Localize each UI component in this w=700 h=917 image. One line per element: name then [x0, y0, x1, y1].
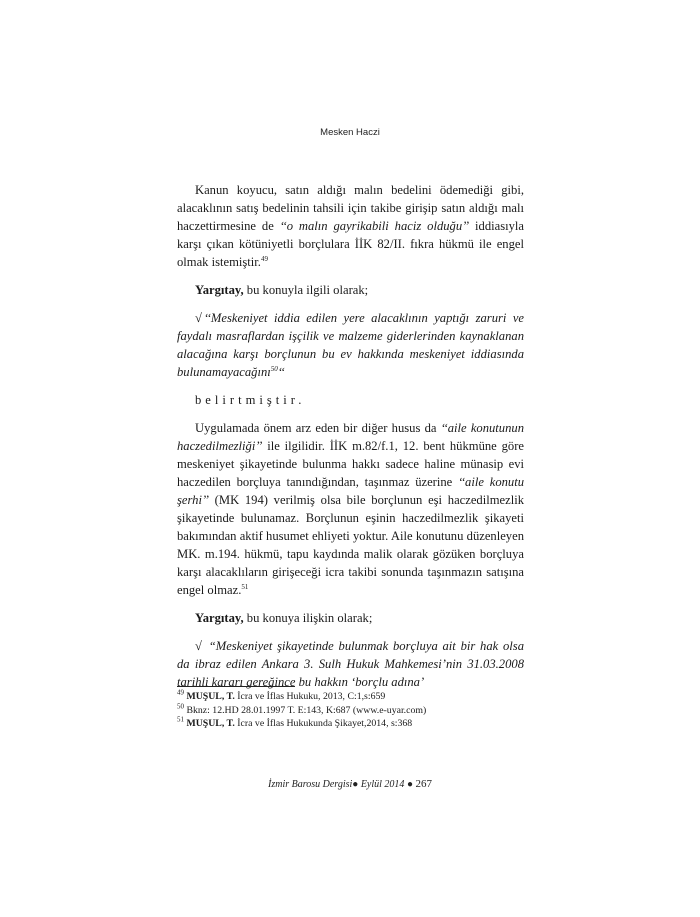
text-run: bu konuyla ilgili olarak; [243, 283, 369, 297]
footnotes [177, 690, 524, 731]
text-run: (MK 194) verilmiş olsa bile borçlunun eşi haczedilmezlik şikayetinde bulunamaz. Borçlunun eşinin haczedilmezlik şikayeti bakımından aktif husumet ehliyeti yoktur. Aile konutunu düzenleyen MK. m.194. hükmü, tapu kaydında malik olarak gözüken borçluya karşı alacaklıların girişeceği icra takibi sonunda taşınmazın satışına engel olmaz. [177, 493, 524, 597]
footnote-ref-49[interactable]: 49 [260, 254, 268, 263]
footnote-number: 50 [177, 702, 184, 711]
running-header: Mesken Haczi [320, 127, 380, 138]
footnote-number: 49 [177, 688, 184, 697]
paragraph-1 [177, 181, 524, 271]
footnote-author: MUŞUL, T. [186, 691, 235, 702]
paragraph-5 [177, 609, 524, 627]
footnote-author: MUŞUL, T. [186, 718, 235, 729]
text-run: bu konuya ilişkin olarak; [243, 611, 373, 625]
footnote-50 [177, 704, 524, 718]
main-text [177, 181, 524, 701]
italic-quote: ‘‘aile konutu şerhi’’ [177, 475, 525, 507]
footnote-text: Bknz: 12.HD 28.01.1997 T. E:143, K:687 (www.e-uyar.com) [184, 704, 427, 716]
text-run: iddiasıyla karşı çıkan kötüniyetli borçlulara İİK 82/II. fıkra hükmü ile engel olmak istemiştir. [177, 219, 525, 269]
text-run: ile ilgilidir. İİK m.82/f.1, 12. bent hükmüne göre meskeniyet şikayetinde bulunma hakkı sadece haline münasip evi haczedilen borçluya tanındığından, taşınmaz üzerine [177, 439, 524, 489]
page-footer [0, 778, 700, 790]
text-run: Uygulamada önem arz eden bir diğer husus da [195, 421, 441, 435]
paragraph-2 [177, 281, 524, 299]
court-name: Yargıtay, [195, 283, 244, 297]
court-name: Yargıtay, [195, 611, 244, 625]
footnote-49 [177, 690, 524, 704]
quote-end: ‘‘ [277, 365, 285, 379]
page-number: 267 [415, 778, 432, 790]
footnote-ref-51[interactable]: 51 [241, 582, 249, 591]
issue-date: Eylül 2014 [360, 779, 405, 790]
paragraph-3: belirtmiştir. [195, 393, 306, 407]
check-mark-icon: √ [195, 639, 202, 653]
footnote-51 [177, 717, 524, 731]
quote-text: ‘‘Meskeniyet iddia edilen yere alacaklının yaptığı zaruri ve faydalı masraflardan işçilik ve malzeme giderlerinden kaynaklanan alacağına karşı borçlunun bu ev hakkında meskeniyet iddiasında bulunamayacağını [177, 311, 524, 379]
paragraph-4 [177, 419, 524, 599]
footnote-number: 51 [177, 715, 184, 724]
quote-text: “Meskeniyet şikayetinde bulunmak borçluya ait bir hak olsa da ibraz edilen Ankara 3. Sulh Hukuk Mahkemesi’nin 31.03.2008 tarihli kararı gereğince bu hakkın ‘borçlu adına’ [177, 639, 524, 689]
footnote-ref-50[interactable]: 50 [270, 364, 278, 373]
quote-1 [177, 309, 524, 381]
bullet-separator-icon: ● [352, 779, 359, 790]
italic-quote: ‘‘o malın gayrikabili haciz olduğu’’ [279, 219, 470, 233]
bullet-separator-icon: ● [406, 779, 413, 790]
check-mark-icon: √ [195, 311, 202, 325]
footnote-text: İcra ve İflas Hukuku, 2013, C:1,s:659 [234, 691, 386, 702]
text-run: Kanun koyucu, satın aldığı malın bedelini ödemediği gibi, alacaklının satış bedelinin tahsili için takibe girişip satın aldığı malı haczettirmesine de [177, 183, 524, 233]
quote-2 [177, 637, 524, 691]
footnote-divider [177, 686, 295, 687]
footnote-text: İcra ve İflas Hukukunda Şikayet,2014, s:368 [234, 718, 413, 729]
italic-quote: ‘‘aile konutunun haczedilmezliği’’ [177, 421, 524, 453]
journal-name: İzmir Barosu Dergisi [268, 779, 353, 790]
